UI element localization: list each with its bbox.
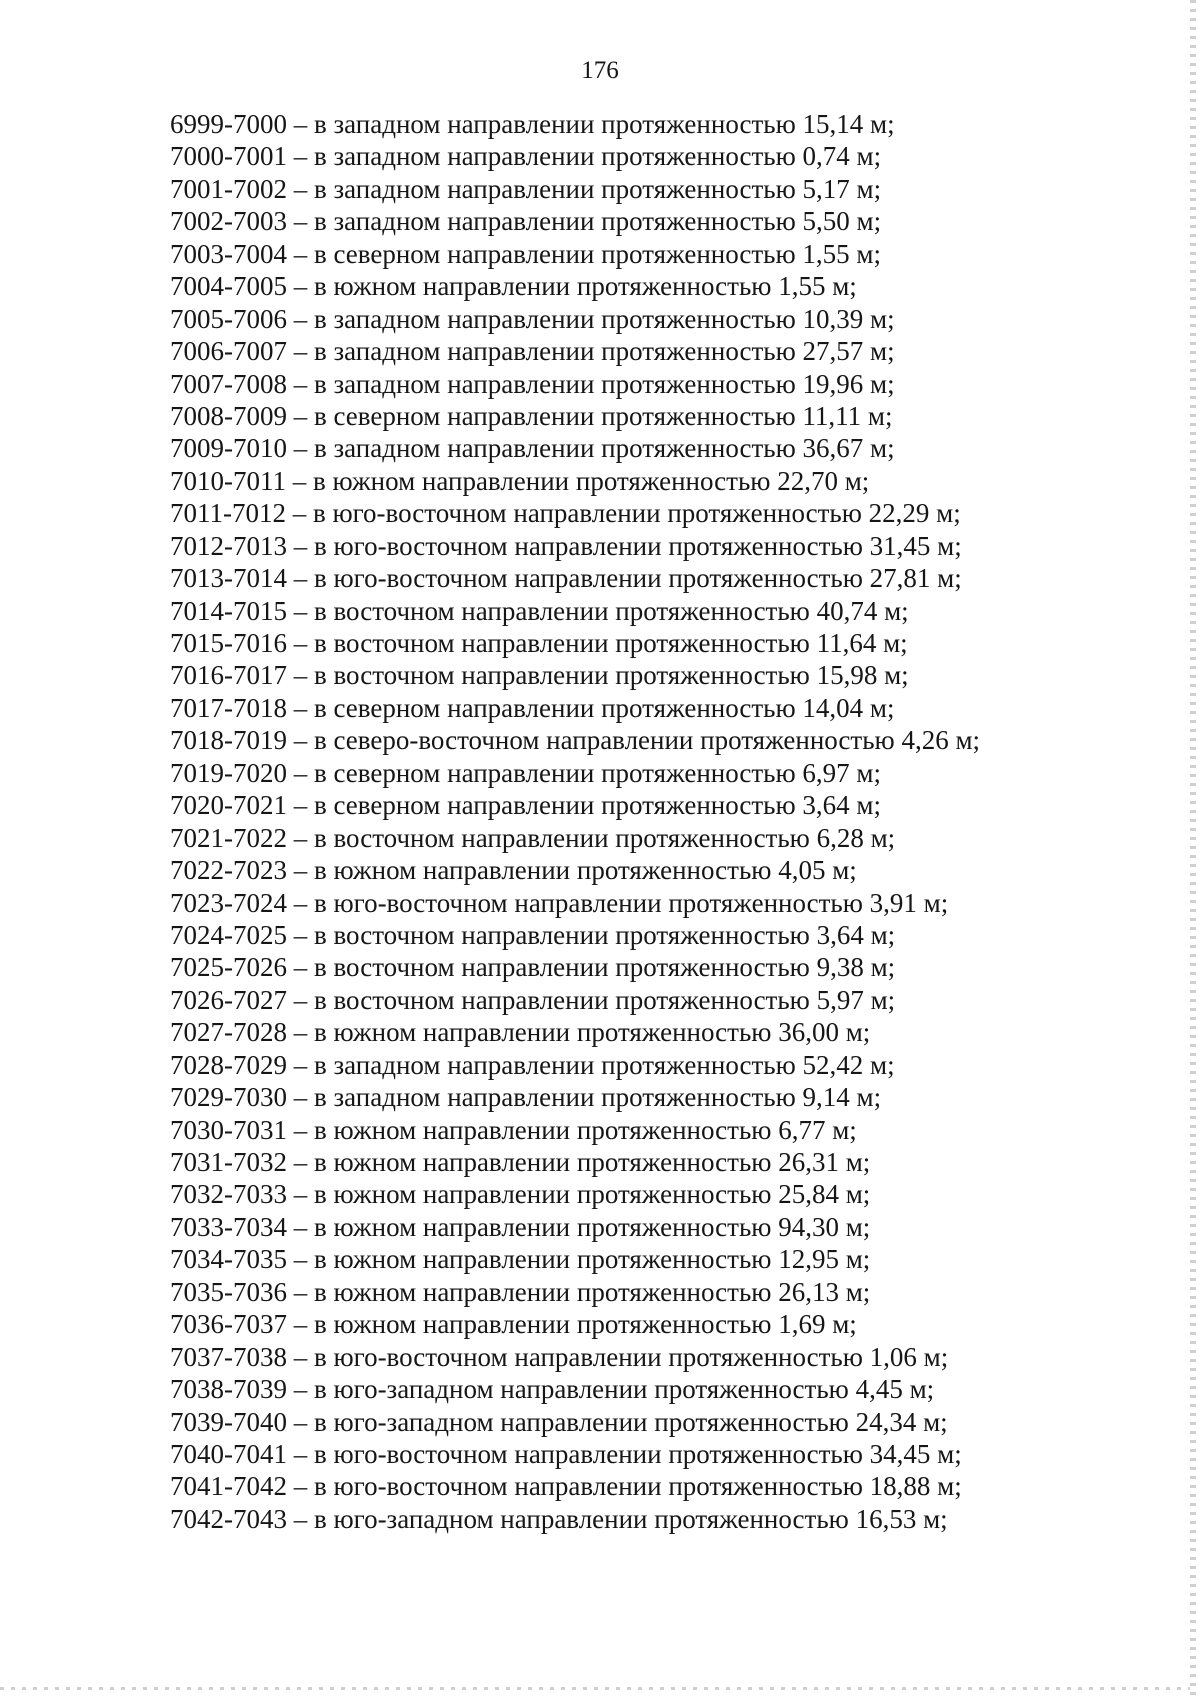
- boundary-segment-line: 7036-7037 – в южном направлении протяженностью 1,69 м;: [170, 1309, 857, 1340]
- boundary-segment-line: 7023-7024 – в юго-восточном направлении протяженностью 3,91 м;: [170, 887, 949, 918]
- boundary-segment-line: 7021-7022 – в восточном направлении протяженностью 6,28 м;: [170, 822, 896, 853]
- boundary-segment-line: 7008-7009 – в северном направлении протяженностью 11,11 м;: [170, 400, 893, 431]
- boundary-segment-line: 7034-7035 – в южном направлении протяженностью 12,95 м;: [170, 1244, 871, 1275]
- boundary-segment-line: 7038-7039 – в юго-западном направлении протяженностью 4,45 м;: [170, 1374, 935, 1405]
- boundary-segment-line: 7037-7038 – в юго-восточном направлении протяженностью 1,06 м;: [170, 1341, 949, 1372]
- boundary-segment-line: 7002-7003 – в западном направлении протяженностью 5,50 м;: [170, 206, 882, 237]
- boundary-segment-line: 7007-7008 – в западном направлении протяженностью 19,96 м;: [170, 368, 895, 399]
- boundary-segment-line: 7001-7002 – в западном направлении протяженностью 5,17 м;: [170, 173, 882, 204]
- boundary-segment-line: 7032-7033 – в южном направлении протяженностью 25,84 м;: [170, 1179, 871, 1210]
- boundary-segment-line: 6999-7000 – в западном направлении протяженностью 15,14 м;: [170, 109, 895, 139]
- boundary-segment-line: 7011-7012 – в юго-восточном направлении протяженностью 22,29 м;: [170, 498, 961, 529]
- boundary-segment-line: 7013-7014 – в юго-восточном направлении протяженностью 27,81 м;: [170, 563, 962, 594]
- boundary-segment-line: 7009-7010 – в западном направлении протяженностью 36,67 м;: [170, 433, 895, 464]
- boundary-segment-line: 7027-7028 – в южном направлении протяженностью 36,00 м;: [170, 1017, 871, 1048]
- boundary-segment-line: 7010-7011 – в южном направлении протяженностью 22,70 м;: [170, 465, 870, 496]
- boundary-segment-line: 7028-7029 – в западном направлении протяженностью 52,42 м;: [170, 1049, 895, 1080]
- boundary-segment-line: 7026-7027 – в восточном направлении протяженностью 5,97 м;: [170, 984, 896, 1015]
- boundary-segment-line: 7033-7034 – в южном направлении протяженностью 94,30 м;: [170, 1211, 871, 1242]
- page-number: 176: [581, 57, 619, 84]
- boundary-segment-line: 7005-7006 – в западном направлении протяженностью 10,39 м;: [170, 303, 895, 334]
- boundary-segment-line: 7029-7030 – в западном направлении протяженностью 9,14 м;: [170, 1082, 882, 1113]
- boundary-segment-line: 7039-7040 – в юго-западном направлении протяженностью 24,34 м;: [170, 1406, 948, 1437]
- boundary-segment-line: 7035-7036 – в южном направлении протяженностью 26,13 м;: [170, 1276, 871, 1307]
- boundary-segment-line: 7040-7041 – в юго-восточном направлении протяженностью 34,45 м;: [170, 1438, 962, 1469]
- boundary-segment-line: 7024-7025 – в восточном направлении протяженностью 3,64 м;: [170, 919, 896, 950]
- boundary-segment-line: 7015-7016 – в восточном направлении протяженностью 11,64 м;: [170, 628, 908, 658]
- boundary-segment-line: 7022-7023 – в южном направлении протяженностью 4,05 м;: [170, 855, 857, 886]
- boundary-segment-line: 7031-7032 – в южном направлении протяженностью 26,31 м;: [170, 1147, 871, 1177]
- boundary-segment-line: 7018-7019 – в северо-восточном направлении протяженностью 4,26 м;: [170, 725, 981, 756]
- boundary-segment-line: 7025-7026 – в восточном направлении протяженностью 9,38 м;: [170, 952, 896, 983]
- boundary-segment-line: 7041-7042 – в юго-восточном направлении протяженностью 18,88 м;: [170, 1471, 962, 1502]
- boundary-segment-line: 7014-7015 – в восточном направлении протяженностью 40,74 м;: [170, 595, 909, 626]
- boundary-segment-line: 7000-7001 – в западном направлении протяженностью 0,74 м;: [170, 141, 882, 172]
- boundary-segment-line: 7019-7020 – в северном направлении протяженностью 6,97 м;: [170, 757, 882, 788]
- scan-edge-artifact-bottom: [0, 1687, 1190, 1690]
- boundary-segment-line: 7006-7007 – в западном направлении протяженностью 27,57 м;: [170, 336, 895, 367]
- boundary-segment-line: 7042-7043 – в юго-западном направлении протяженностью 16,53 м;: [170, 1503, 948, 1534]
- boundary-segment-line: 7003-7004 – в северном направлении протяженностью 1,55 м;: [170, 238, 882, 269]
- boundary-description-list: [170, 108, 1070, 1535]
- boundary-segment-line: 7017-7018 – в северном направлении протяженностью 14,04 м;: [170, 692, 895, 723]
- boundary-segment-line: 7016-7017 – в восточном направлении протяженностью 15,98 м;: [170, 660, 909, 691]
- scan-edge-artifact-right: [1190, 0, 1196, 1696]
- boundary-segment-line: 7020-7021 – в северном направлении протяженностью 3,64 м;: [170, 790, 882, 821]
- boundary-segment-line: 7004-7005 – в южном направлении протяженностью 1,55 м;: [170, 271, 857, 302]
- boundary-segment-line: 7030-7031 – в южном направлении протяженностью 6,77 м;: [170, 1114, 857, 1145]
- boundary-segment-line: 7012-7013 – в юго-восточном направлении протяженностью 31,45 м;: [170, 530, 962, 561]
